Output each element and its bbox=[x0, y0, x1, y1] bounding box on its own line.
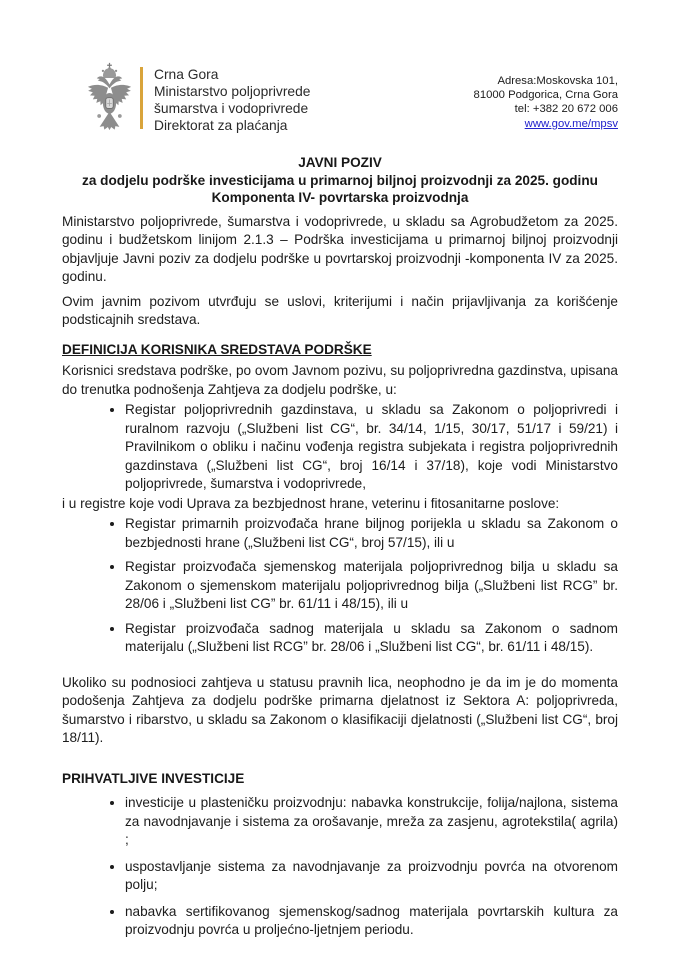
register-item: • Registar proizvođača sjemenskog materijala poljoprivrednog bilja u skladu sa Zakonom o sjemenskom materijalu poljoprivrednog bilja („Službeni list RCG” br. 28/06 i „Službeni list CG” br. 61/11 i 48/15), ili u bbox=[125, 558, 618, 614]
intro-paragraph-1: Ministarstvo poljoprivrede, šumarstva i vodoprivrede, u skladu sa Agrobudžetom za 2025. godinu i budžetskom linijom 2.1.3 – Podrška investicijama u primarnoj biljnoj proizvodnji objavljuje Javni poziv za dodjelu podrške u povrtarskoj proizvodnji -komponenta IV za 2025. godinu. bbox=[62, 213, 618, 284]
phone-line: tel: +382 20 672 006 bbox=[514, 103, 618, 116]
ministry-name-line2: šumarstva i vodoprivrede bbox=[154, 101, 309, 116]
ministry-country: Crna Gora bbox=[154, 67, 219, 82]
ministry-name-line1: Ministarstvo poljoprivrede bbox=[154, 84, 311, 99]
legal-entities-note: Ukoliko su podnosioci zahtjeva u statusu pravnih lica, neophodno je da im je do momenta podošenja Zahtjeva za dodjelu podrške primarna djelatnost iz Sektora A: poljoprivreda, šumarstvo i ribarstvo, u skladu sa Zakonom o klasifikaciji djelatnosti („Službeni list CG“, broj 18/11). bbox=[62, 674, 618, 745]
register-list-food-safety bbox=[62, 515, 618, 657]
investment-item: • nabavka sertifikovanog sjemenskog/sadnog materijala povrtarskih kultura za proizvodnju povrća u proljećno-ljetnjem periodu. bbox=[125, 903, 618, 940]
eligible-investments-list bbox=[62, 794, 618, 940]
document-subtitle-1: za dodjelu podrške investicijama u primarnoj biljnoj proizvodnji za 2025. godinu bbox=[82, 172, 598, 188]
register-item: • Registar primarnih proizvođača hrane biljnog porijekla u skladu sa Zakonom o bezbjednosti hrane („Službeni list CG“, broj 57/15), ili u bbox=[125, 515, 618, 552]
investment-item: • investicije u plasteničku proizvodnju: nabavka konstrukcije, folija/najlona, sistema za navodnjavanje i sistema za orošavanje, mreža za zasjenu, agrotekstila( agrila) ; bbox=[125, 794, 618, 850]
investment-item: • uspostavljanje sistema za navodnjavanje za proizvodnju povrća na otvorenom polju; bbox=[125, 858, 618, 895]
registers-bridge-text: i u registre koje vodi Uprava za bezbjednost hrane, veterinu i fitosanitarne poslove: bbox=[62, 495, 560, 511]
gold-divider-rule bbox=[140, 67, 143, 129]
address-line-2: 81000 Podgorica, Crna Gora bbox=[473, 89, 618, 102]
document-subtitle-2: Komponenta IV- povrtarska proizvodnja bbox=[211, 190, 469, 205]
letterhead bbox=[62, 62, 618, 142]
register-item: • Registar poljoprivrednih gazdinstava, u skladu sa Zakonom o poljoprivredi i ruralnom razvoju („Službeni list CG“, br. 34/14, 1/15, 30/17, 51/17 i 59/21) i Pravilnikom o obliku i načinu vođenja registra subjekata i registra poljoprivrednih gazdinstava („Službeni list CG“, broj 16/14 i 37/18), koje vodi Ministarstvo poljoprivrede, šumarstva i vodoprivrede, bbox=[125, 401, 618, 494]
letterhead-left bbox=[86, 62, 310, 139]
document-title: JAVNI POZIV bbox=[298, 155, 382, 170]
document-title-block bbox=[62, 154, 618, 207]
section-heading-definition: DEFINICIJA KORISNIKA SREDSTAVA PODRŠKE bbox=[62, 341, 372, 357]
address-line-1: Adresa:Moskovska 101, bbox=[497, 75, 618, 87]
register-item: • Registar proizvođača sadnog materijala u skladu sa Zakonom o sadnom materijalu („Službeni list RCG” br. 28/06 i „Službeni list CG“, br. 61/11 i 48/15). bbox=[125, 620, 618, 657]
intro-paragraph-2: Ovim javnim pozivom utvrđuju se uslovi, kriterijumi i način prijavljivanja za korišćenje podsticajnih sredstava. bbox=[62, 293, 618, 327]
register-list-primary bbox=[62, 401, 618, 494]
section-heading-investments: PRIHVATLJIVE INVESTICIJE bbox=[62, 770, 245, 786]
ministry-block bbox=[154, 62, 310, 139]
ministry-directorate: Direktorat za plaćanja bbox=[154, 118, 288, 133]
montenegro-coat-of-arms-icon bbox=[86, 62, 133, 139]
website-link[interactable]: www.gov.me/mpsv bbox=[524, 117, 618, 130]
contact-block bbox=[474, 62, 618, 131]
definition-intro-paragraph: Korisnici sredstava podrške, po ovom Javnom pozivu, su poljoprivredna gazdinstva, upisana do trenutka podnošenja Zahtjeva za dodjelu podrške, u: bbox=[62, 363, 618, 397]
